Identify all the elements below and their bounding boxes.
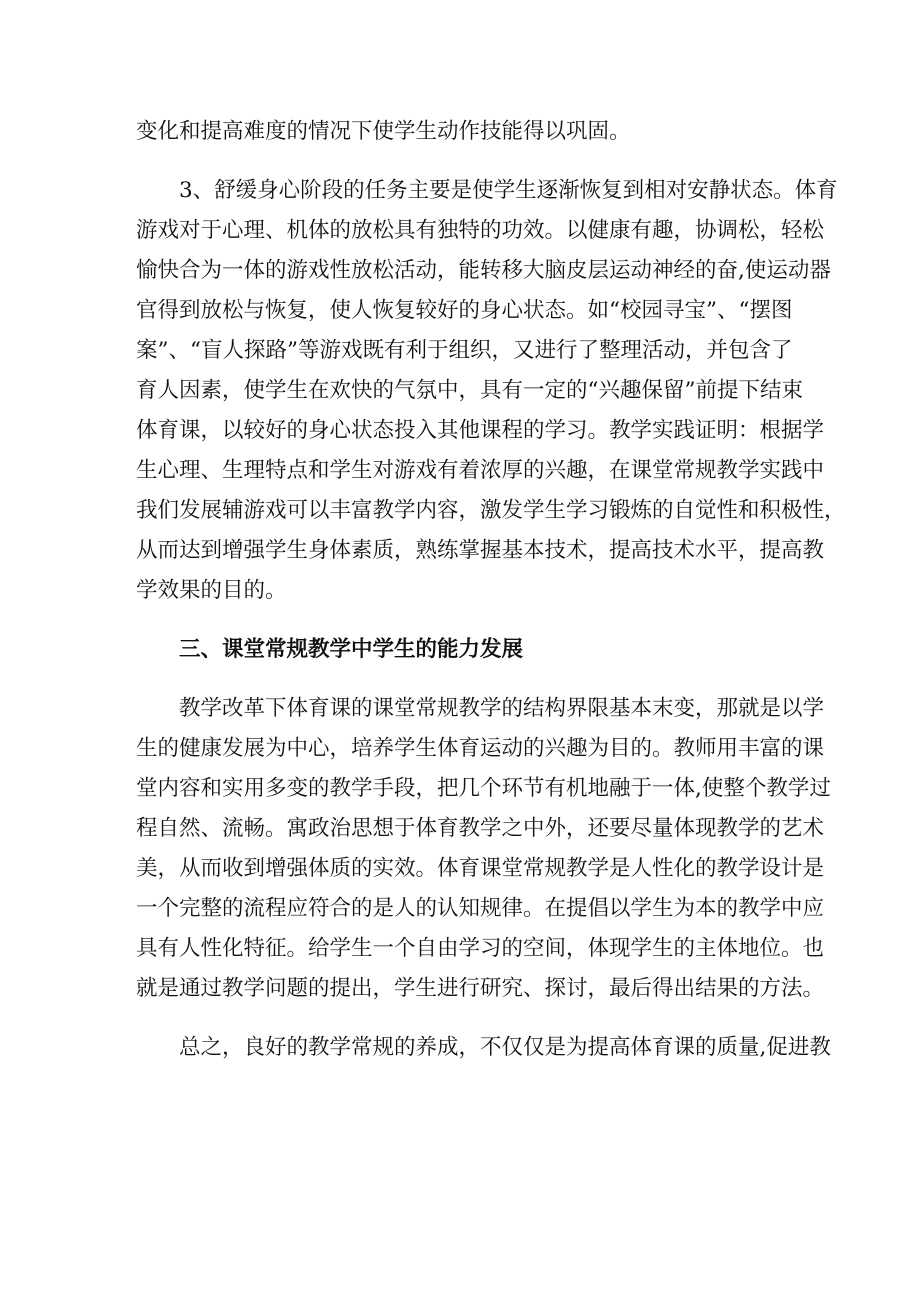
text-line: 愉快合为一体的游戏性放松活动，能转移大脑皮层运动神经的奋,使运动器 [136,258,831,283]
paragraph-conclusion [136,1028,831,1068]
section-heading [136,630,788,670]
paragraph-continuation [136,112,788,152]
text-line: 学效果的目的。 [136,578,287,603]
document-page [136,112,846,1068]
text-line: 案”、“盲人探路”等游戏既有利于组织，又进行了整理活动，并包含了 [136,338,793,363]
text-line: 程自然、流畅。寓政治思想于体育教学之中外，还要尽量体现教学的艺术 [136,816,825,841]
text-line: 官得到放松与恢复，使人恢复较好的身心状态。如“校园寻宝”、“摆图 [136,298,793,323]
text-line: 总之，良好的教学常规的养成，不仅仅是为提高体育课的质量,促进教 [179,1035,831,1060]
section-title: 三、课堂常规教学中学生的能力发展 [179,637,524,662]
text-line: 从而达到增强学生身体素质，熟练掌握基本技术，提高技术水平，提高教 [136,538,825,563]
text-line: 3、舒缓身心阶段的任务主要是使学生逐渐恢复到相对安静状态。体育 [179,178,838,203]
text-line: 我们发展辅游戏可以丰富教学内容，激发学生学习锻炼的自觉性和积极性， [136,498,846,523]
text-line: 堂内容和实用多变的教学手段，把几个环节有机地融于一体,使整个教学过 [136,776,831,801]
text-line: 一个完整的流程应符合的是人的认知规律。在提倡以学生为本的教学中应 [136,896,825,921]
text-line: 就是通过教学问题的提出，学生进行研究、探讨，最后得出结果的方法。 [136,976,825,1001]
text-line: 体育课，以较好的身心状态投入其他课程的学习。教学实践证明：根据学 [136,418,825,443]
text-line: 变化和提高难度的情况下使学生动作技能得以巩固。 [136,119,631,144]
text-line: 生的健康发展为中心，培养学生体育运动的兴趣为目的。教师用丰富的课 [136,736,825,761]
paragraph-cooldown-stage [136,171,846,611]
text-line: 教学改革下体育课的课堂常规教学的结构界限基本末变，那就是以学 [179,696,825,721]
text-line: 游戏对于心理、机体的放松具有独特的功效。以健康有趣，协调松，轻松 [136,218,825,243]
text-line: 具有人性化特征。给学生一个自由学习的空间，体现学生的主体地位。也 [136,936,825,961]
text-line: 育人因素，使学生在欢快的气氛中，具有一定的“兴趣保留”前提下结束 [136,378,803,403]
paragraph-reform [136,689,831,1009]
text-line: 美，从而收到增强体质的实效。体育课堂常规教学是人性化的教学设计是 [136,856,825,881]
text-line: 生心理、生理特点和学生对游戏有着浓厚的兴趣，在课堂常规教学实践中 [136,458,825,483]
